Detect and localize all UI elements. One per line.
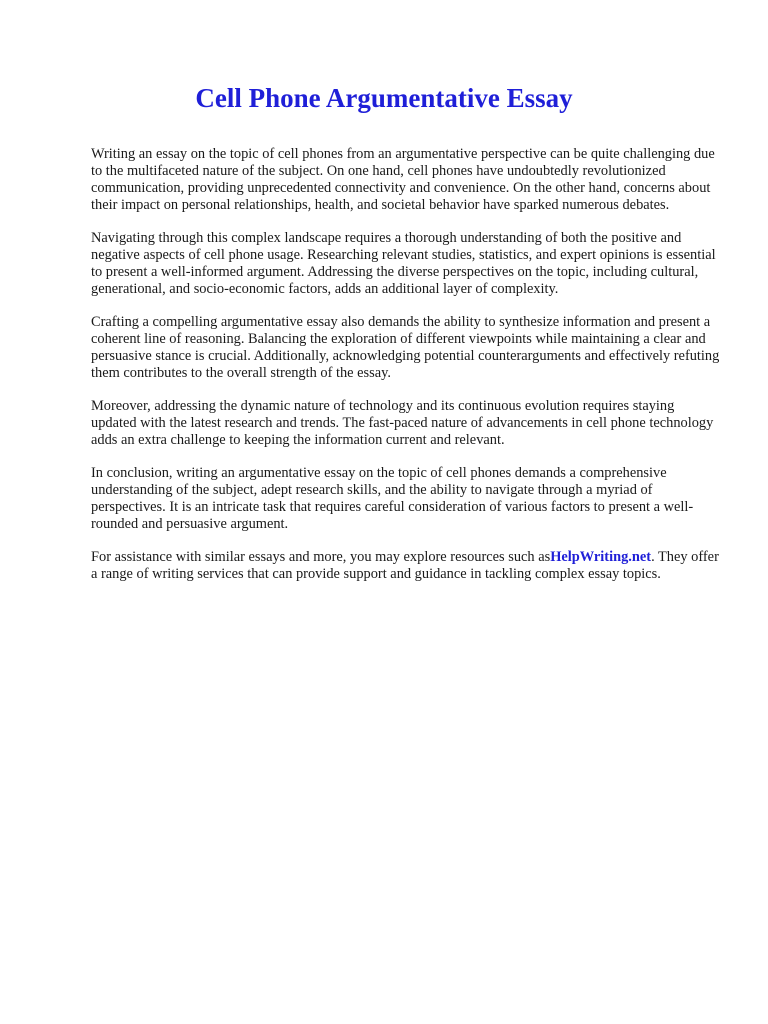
paragraph-navigating: Navigating through this complex landscape requires a thorough understanding of both the positive and negative aspects of cell phone usage. Researching relevant studies, statistics, and expert opinions is essential to present a well-informed argument. Addressing the diverse perspectives on the topic, including cultural, generational, and socio-economic factors, adds an additional layer of complexity. <box>91 230 716 297</box>
paragraph-crafting: Crafting a compelling argumentative essay also demands the ability to synthesize information and present a coherent line of reasoning. Balancing the exploration of different viewpoints while maintaining a clear and persuasive stance is crucial. Additionally, acknowledging potential counterarguments and effectively refuting them contributes to the overall strength of the essay. <box>91 314 720 381</box>
essay-body <box>91 146 721 599</box>
paragraph-technology: Moreover, addressing the dynamic nature of technology and its continuous evolution requires staying updated with the latest research and trends. The fast-paced nature of advancements in cell phone technology adds an extra challenge to keeping the information current and relevant. <box>91 398 714 448</box>
paragraph-conclusion: In conclusion, writing an argumentative essay on the topic of cell phones demands a comprehensive understanding of the subject, adept research skills, and the ability to navigate through a myriad of perspectives. It is an intricate task that requires careful consideration of various factors to present a well-rounded and persuasive argument. <box>91 465 694 532</box>
assistance-text-after: . They offer a range of writing services that can provide support and guidance in tackling complex essay topics. <box>91 549 719 582</box>
assistance-text-before: For assistance with similar essays and more, you may explore resources such as <box>91 549 551 565</box>
document-title: Cell Phone Argumentative Essay <box>195 83 573 113</box>
paragraph-assistance <box>91 549 721 583</box>
paragraph-intro: Writing an essay on the topic of cell phones from an argumentative perspective can be quite challenging due to the multifaceted nature of the subject. On one hand, cell phones have undoubtedly revolutionized communication, providing unprecedented connectivity and convenience. On the other hand, concerns about their impact on personal relationships, health, and societal behavior have sparked numerous debates. <box>91 146 715 213</box>
helpwriting-link[interactable]: HelpWriting.net <box>550 549 652 565</box>
